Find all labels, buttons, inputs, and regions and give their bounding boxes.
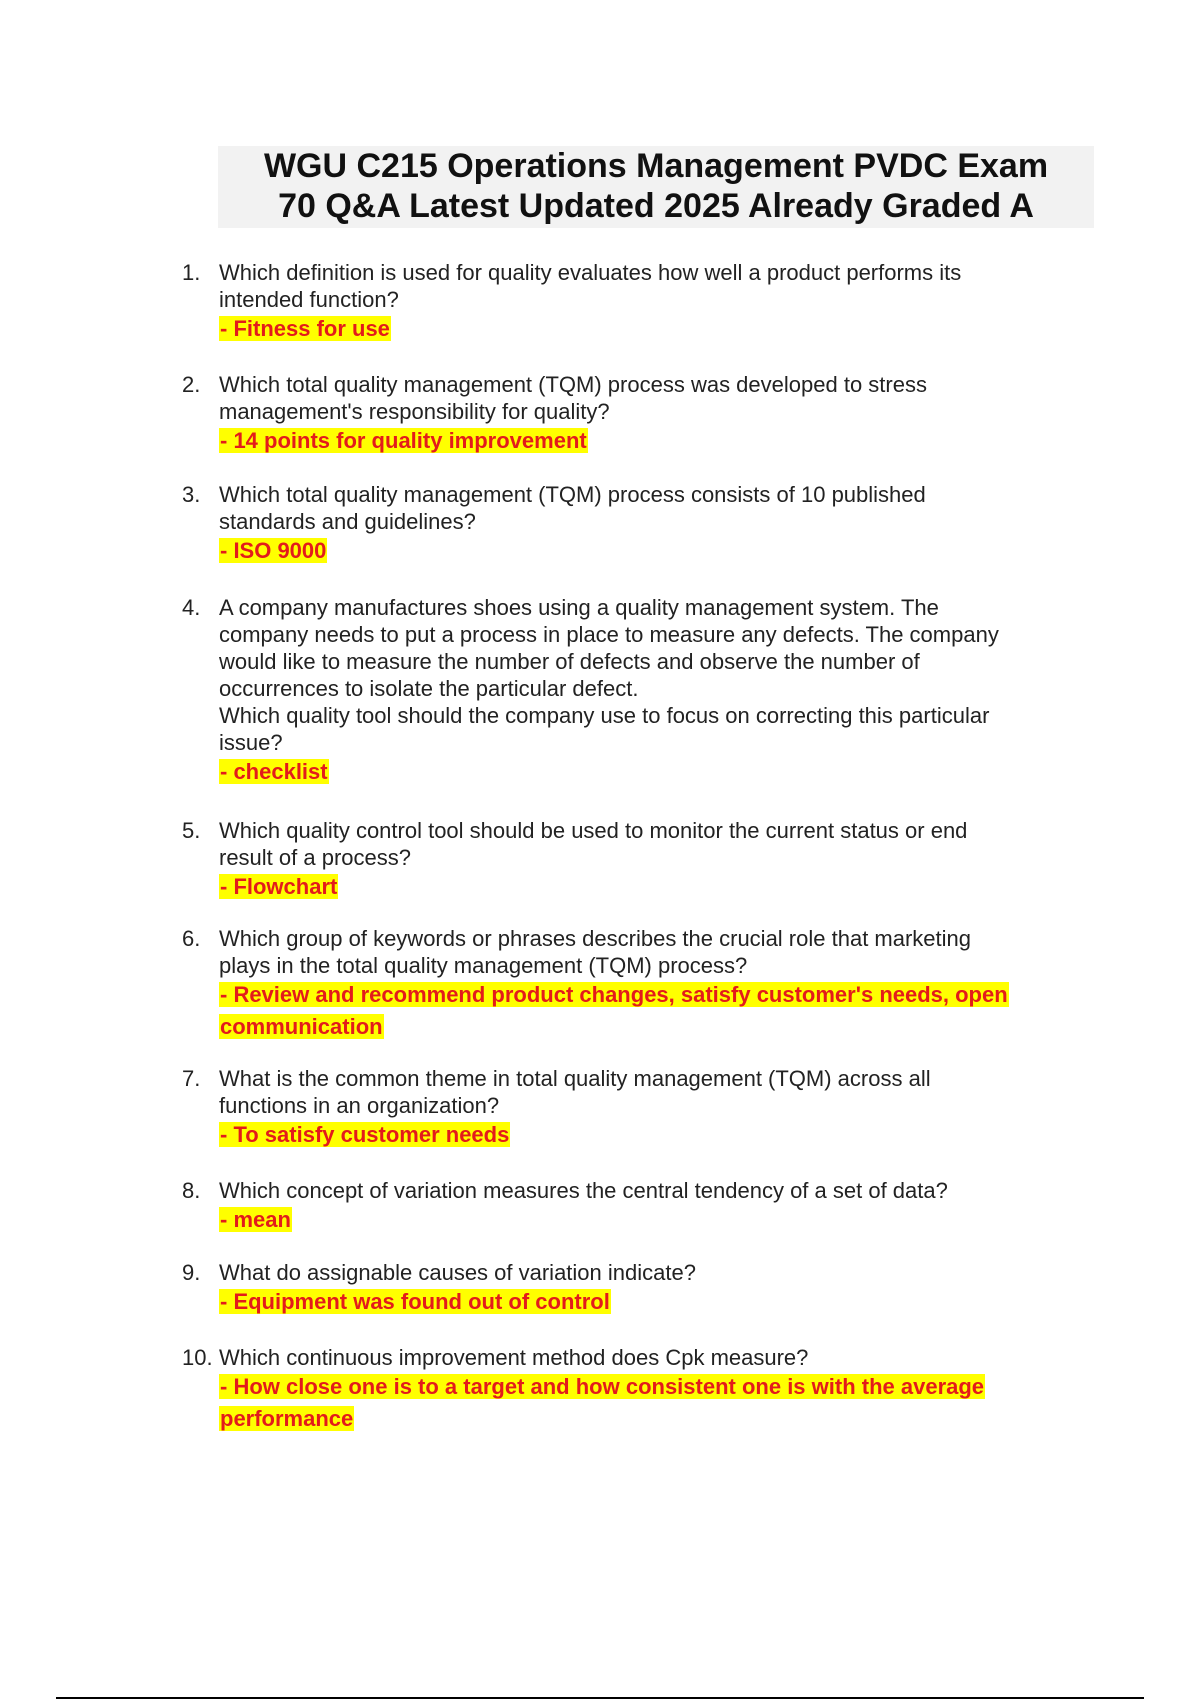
question-body xyxy=(219,371,1099,458)
document-title-line-1: WGU C215 Operations Management PVDC Exam xyxy=(263,147,1049,185)
answer-highlight: - checklist xyxy=(220,759,328,784)
question-text: Which total quality management (TQM) process consists of 10 published standards and guidelines? xyxy=(219,482,926,534)
question-body xyxy=(219,1065,1099,1152)
question-number: 4. xyxy=(182,595,201,620)
answer-highlight: - To satisfy customer needs xyxy=(220,1122,510,1147)
question-text: What do assignable causes of variation indicate? xyxy=(219,1260,696,1285)
question-number: 3. xyxy=(182,482,201,507)
question-body xyxy=(219,817,1099,904)
question-number: 6. xyxy=(182,926,201,951)
question-body xyxy=(219,1177,1099,1237)
question-number: 7. xyxy=(182,1066,201,1091)
question-text: What is the common theme in total quality management (TQM) across all functions in an organization? xyxy=(219,1066,931,1118)
answer-highlight: - Review and recommend product changes, satisfy customer's needs, open communication xyxy=(220,982,1008,1039)
question-number: 1. xyxy=(182,260,201,285)
question-body xyxy=(219,594,1099,789)
answer-highlight: - How close one is to a target and how consistent one is with the average performance xyxy=(220,1374,985,1431)
question-text: Which definition is used for quality evaluates how well a product performs its intended function? xyxy=(219,260,962,312)
question-number: 10. xyxy=(182,1345,213,1370)
answer-highlight: - ISO 9000 xyxy=(220,538,327,563)
question-text: Which group of keywords or phrases describes the crucial role that marketing plays in the total quality management (TQM) process? xyxy=(219,926,972,978)
question-text: Which continuous improvement method does Cpk measure? xyxy=(219,1345,809,1370)
answer-highlight: - Fitness for use xyxy=(220,316,390,341)
question-text: Which total quality management (TQM) process was developed to stress management's responsibility for quality? xyxy=(219,372,927,424)
question-body xyxy=(219,925,1099,1044)
question-body xyxy=(219,481,1099,568)
question-text: Which concept of variation measures the central tendency of a set of data? xyxy=(219,1178,948,1203)
question-body xyxy=(219,1259,1099,1319)
question-text: Which quality control tool should be used to monitor the current status or end result of a process? xyxy=(219,818,968,870)
question-body xyxy=(219,1344,1099,1436)
answer-highlight: - Flowchart xyxy=(220,874,338,899)
question-number: 5. xyxy=(182,818,201,843)
question-number: 2. xyxy=(182,372,201,397)
question-number: 8. xyxy=(182,1178,201,1203)
question-text: A company manufactures shoes using a quality management system. The company needs to put a process in place to measure any defects. The company would like to measure the number of defects and observe the number of occurrences to isolate the particular defect. Which quality tool should the company use to focus on correcting this particular issue? xyxy=(219,595,999,755)
answer-highlight: - mean xyxy=(220,1207,291,1232)
question-number: 9. xyxy=(182,1260,201,1285)
document-title-line-2: 70 Q&A Latest Updated 2025 Already Graded A xyxy=(278,187,1034,225)
question-body xyxy=(219,259,1099,346)
answer-highlight: - 14 points for quality improvement xyxy=(220,428,587,453)
footer-divider xyxy=(56,1697,1144,1699)
answer-highlight: - Equipment was found out of control xyxy=(220,1289,610,1314)
